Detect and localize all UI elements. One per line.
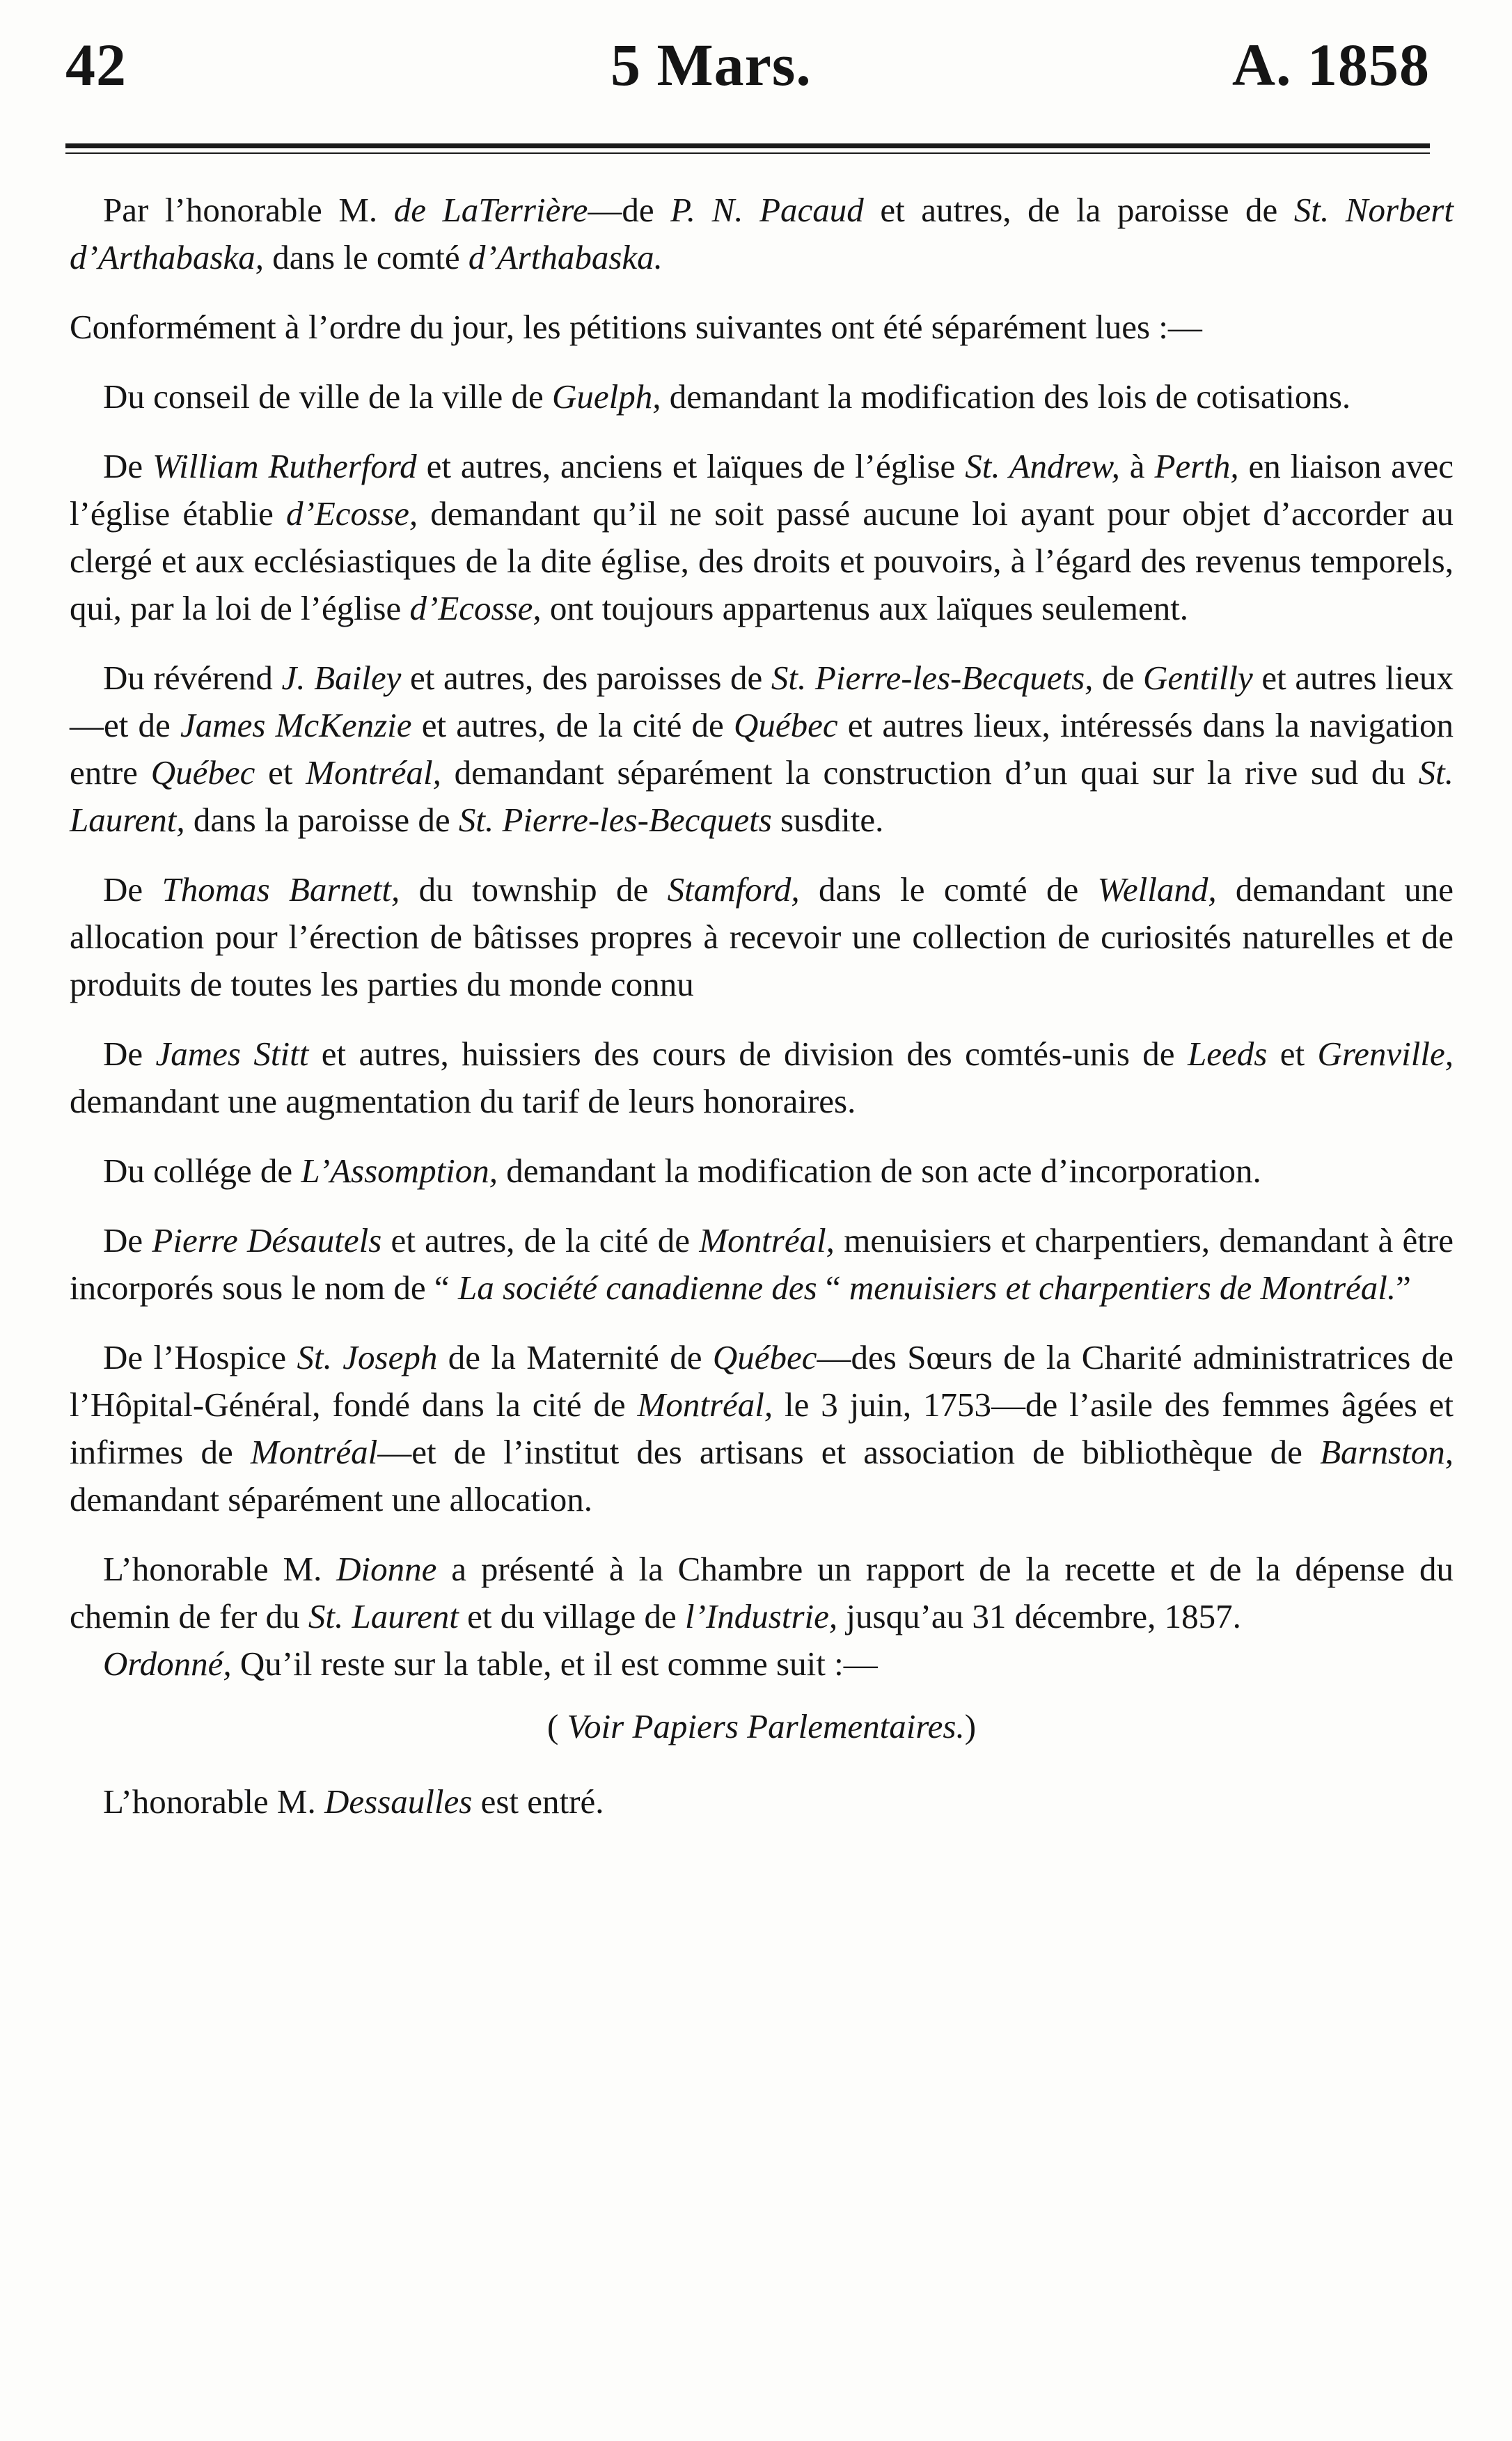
header-rule-thin [65, 152, 1430, 154]
document-body [70, 187, 1454, 1848]
paragraph-stitt: De James Stitt et autres, huissiers des cours de division des comtés-unis de Leeds et Grenville, demandant une augmentation du tarif de leurs honoraires. [70, 1035, 1454, 1120]
page-header [65, 28, 1430, 118]
page-number: 42 [65, 31, 127, 98]
paragraph-dionne-report: L’honorable M. Dionne a présenté à la Chambre un rapport de la recette et de la dépense du chemin de fer du St. Laurent et du village de l’Industrie, jusqu’au 31 décembre, 1857. [70, 1550, 1454, 1635]
paragraph-rutherford: De William Rutherford et autres, anciens et laïques de l’église St. Andrew, à Perth, en liaison avec l’église établie d’Ecosse, demandant qu’il ne soit passé aucune loi ayant pour objet d’accorder au clergé et aux ecclésiastiques de la dite église, des droits et pouvoirs, à l’égard des revenus temporels, qui, par la loi de l’église d’Ecosse, ont toujours appartenus aux laïques seulement. [70, 447, 1454, 627]
paragraph-desautels: De Pierre Désautels et autres, de la cité de Montréal, menuisiers et charpentiers, demandant à être incorporés sous le nom de “ La société canadienne des “ menuisiers et charpentiers de Montréal.” [70, 1221, 1454, 1307]
paragraph-lateriere-petition: Par l’honorable M. de LaTerrière—de P. N. Pacaud et autres, de la paroisse de St. Norbert d’Arthabaska, dans le comté d’Arthabaska. [70, 191, 1454, 276]
paragraph-bailey: Du révérend J. Bailey et autres, des paroisses de St. Pierre-les-Becquets, de Gentilly et autres lieux—et de James McKenzie et autres, de la cité de Québec et autres lieux, intéressés dans la navigation entre Québec et Montréal, demandant séparément la construction d’un quai sur la rive sud du St. Laurent, dans la paroisse de St. Pierre-les-Becquets susdite. [70, 659, 1454, 839]
paragraph-barnett: De Thomas Barnett, du township de Stamford, dans le comté de Welland, demandant une allocation pour l’érection de bâtisses propres à recevoir une collection de curiosités naturelles et de produits de toutes les parties du monde connu [70, 870, 1454, 1003]
paragraph-assomption: Du collége de L’Assomption, demandant la modification de son acte d’incorporation. [103, 1152, 1261, 1190]
paragraph-hospice: De l’Hospice St. Joseph de la Maternité de Québec—des Sœurs de la Charité administratrices de l’Hôpital-Général, fondé dans la cité de Montréal, le 3 juin, 1753—de l’asile des femmes âgées et infirmes de Montréal—et de l’institut des artisans et association de bibliothèque de Barnston, demandant séparément une allocation. [70, 1338, 1454, 1518]
paragraph-dessaulles: L’honorable M. Dessaulles est entré. [103, 1782, 604, 1821]
paragraph-guelph: Du conseil de ville de la ville de Guelph, demandant la modification des lois de cotisations. [103, 377, 1351, 416]
header-date: 5 Mars. [611, 31, 812, 98]
header-rule-thick [65, 143, 1430, 148]
paragraph-voir-papiers: ( Voir Papiers Parlementaires.) [546, 1707, 977, 1745]
paragraph-order-of-day: Conformément à l’ordre du jour, les pétitions suivantes ont été séparément lues :— [70, 308, 1202, 346]
header-year: A. 1858 [1231, 31, 1430, 98]
paragraph-ordonne: Ordonné, Qu’il reste sur la table, et il est comme suit :— [103, 1645, 878, 1683]
